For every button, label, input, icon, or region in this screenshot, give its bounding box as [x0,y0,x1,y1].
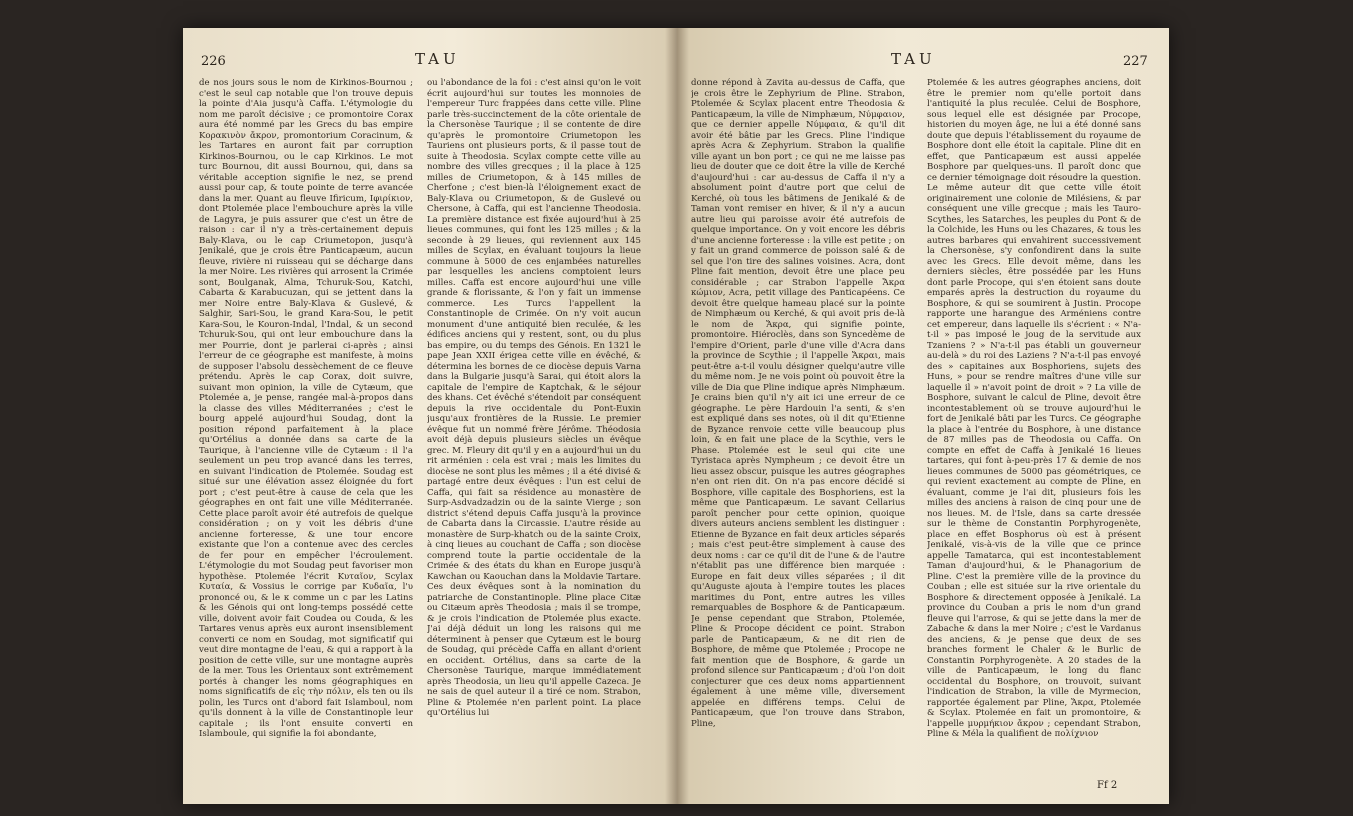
left-page [183,28,675,804]
text-column: donne répond à Zavita au-dessus de Caffa, que je crois être le Zephyrium de Pline. Strabon, Ptolemée & Scylax placent entre Theodosia & Panticapæum, la ville de Nimphæum, Νύμφαιον, que ce dernier appelle Νύμφαια, & qu'il dit avoir été bâtie par les Grecs. Pline l'indique après Acra & Zephyrium. Strabon la qualifie ville ayant un bon port ; ce qui ne me laisse pas lieu de douter que ce doit être la ville de Kerché d'aujourd'hui : car au-dessus de Caffa il n'y a absolument point d'autre port que celui de Kerché, où tous les bâtimens de Jenikalé & de Taman vont remiser en hiver, & il n'y a aucun autre lieu qui paroisse avoir été autrefois de quelque importance. On y voit encore les débris d'une ancienne forteresse : la ville est petite ; on y fait un grand commerce de poisson salé & de sel que l'on tire des salines voisines. Acra, dont Pline fait mention, devoit être une place peu considérable ; car Strabon l'appelle Ἄκρα κώμιον, Acra, petit village des Panticapéens. Ce devoit être quelque hameau placé sur la pointe de Nimphæum ou Kerché, & qui avoit pris de-là le nom de Ἄκρα, qui signifie pointe, promontoire. Hiéroclès, dans son Syncedème de l'empire d'Orient, parle d'une ville d'Acra dans la province de Scythie ; il l'appelle Ἄκραι, mais peut-être a-t-il voulu désigner quelqu'autre ville du même nom. Je ne vois point où pouvoit être la ville de Dia que Pline indique après Nimphæum. Je crains bien qu'il n'y ait ici une erreur de ce géographe. Le père Hardouin l'a senti, & s'en est expliqué dans ses notes, où il dit qu'Etienne de Byzance renvoie cette ville beaucoup plus loin, & en fait une place de la Scythie, vers le Phase. Ptolemée est le seul qui cite une Tyristaca après Nympheum ; ce devoit être un lieu assez obscur, puisque les autres géographes n'en ont rien dit. On n'a pas encore décidé si Bosphore, ville capitale des Bosphoriens, est la même que Panticapæum. Le savant Cellarius paroît pencher pour cette opinion, quoique divers auteurs anciens semblent les distinguer : Etienne de Byzance en fait deux articles séparés ; mais c'est peut-être simplement à cause des deux noms : car ce qu'il dit de l'une & de l'autre n'établit pas une différence bien marquée : Europe en fait deux villes séparées ; il dit qu'Auguste ajouta à l'empire toutes les places maritimes du Pont, entre autres les villes remarquables de Bosphore & de Panticapæum. Je pense cependant que Strabon, Ptolemée, Pline & Procope décident ce point. Strabon parle de Panticapæum, & ne dit rien de Bosphore, de même que Ptolemée ; Procope ne fait mention que de Bosphore, & garde un profond silence sur Panticapæum ; d'où l'on doit conjecturer que ces deux noms appartiennent également à une même ville, diversement appelée en différens temps. Celui de Panticapæum, que l'on trouve dans Strabon, Pline, [691,78,905,729]
running-head: TAU [415,50,460,68]
page-number: 227 [1123,54,1148,69]
gutter-shadow [665,28,689,804]
text-column: de nos jours sous le nom de Kirkinos-Bournou ; c'est le seul cap notable que l'on trouve depuis la pointe d'Aia jusqu'à Caffa. L'étymologie du nom me paroît décisive ; ce promontoire Corax aura été nommé par les Grecs du bas empire Κορακινὸν ἄκρον, promontorium Coracinum, & les Tartares en auront fait par corruption Kirkinos-Bournou, ou le cap Kirkinos. Le mot turc Bournou, dit aussi Bournou, qui, dans sa véritable acception signifie le nez, se prend aussi pour cap, & toute pointe de terre avancée dans la mer. Quant au fleuve Ifiricum, Ιφιρίκιον, dont Ptolemée place l'embouchure après la ville de Lagyra, je puis assurer que c'est un être de raison : car il n'y a très-certainement depuis Baly-Klava, ou le cap Criumetopon, jusqu'à Jenikalé, que je crois être Panticapæum, aucun fleuve, rivière ni ruisseau qui se décharge dans la mer Noire. Les rivières qui arrosent la Crimée sont, Boulganak, Alma, Tchuruk-Sou, Katchi, Cabarta & Karabucuzan, qui se jettent dans la mer Noire entre Baly-Klava & Guslevé, & Salghir, Sari-Sou, le grand Kara-Sou, le petit Kara-Sou, le Kouron-Indal, l'Indal, & un second Tchuruk-Sou, qui ont leur embouchure dans la mer Pourrie, dont je parlerai ci-après ; ainsi l'erreur de ce géographe est manifeste, à moins de supposer l'absolu dessèchement de ce fleuve prétendu. Après le cap Corax, doit suivre, suivant mon opinion, la ville de Cytæum, que Ptolemée a, je pense, rangée mal-à-propos dans la classe des villes Méditerranées ; c'est le bourg appelé aujourd'hui Soudag, dont la position répond parfaitement à la place qu'Ortélius a donnée dans sa carte de la Taurique, à l'ancienne ville de Cytæum : il l'a seulement un peu trop avancé dans les terres, en suivant l'indication de Ptolemée. Soudag est situé sur une élévation assez éloignée du fort port ; c'est peut-être à cause de cela que les géographes en ont fait une ville Méditerranée. Cette place paroît avoir été autrefois de quelque considération ; on y voit les débris d'une ancienne forteresse, & une tour encore existante que l'on a contenue avec des cercles de fer pour en empêcher l'écroulement. L'étymologie du mot Soudag peut favoriser mon hypothèse. Ptolemée l'écrit Κυταῖον, Scylax Κυταία, & Vossius le corrige par Κυδαῖα, l'υ prononcé ou, & le κ comme un c par les Latins & les Génois qui ont long-temps possédé cette ville, doivent avoir fait Coudea ou Couda, & les Tartares venus après eux auront insensiblement converti ce nom en Soudag, mot significatif qui veut dire montagne de l'eau, & qui a rapport à la position de cette ville, sur une montagne auprès de la mer. Tous les Orientaux sont extrêmement portés à changer les noms géographiques en noms significatifs de εἰς τὴν πόλιν, els ten ou ils polin, les Turcs ont d'abord fait Islamboul, nom qu'ils donnent à la ville de Constantinople leur capitale ; ils l'ont ensuite converti en Islamboule, qui signifie la foi abondante, [199,78,413,739]
page-number: 226 [201,54,226,69]
right-page [677,28,1169,804]
running-head: TAU [891,50,936,68]
signature-mark: Ff 2 [1097,780,1118,791]
text-column: ou l'abondance de la foi : c'est ainsi qu'on le voit écrit aujourd'hui sur toutes les monnoies de l'empereur Turc frappées dans cette ville. Pline parle très-succinctement de la côte orientale de la Chersonèse Taurique ; il se contente de dire qu'après le promontoire Criumetopon les Tauriens ont plusieurs ports, & il passe tout de suite à Theodosia. Scylax compte cette ville au nombre des villes grecques ; il la place à 125 milles de Criumetopon, & à 145 milles de Cherfone ; c'est bien-là l'éloignement exact de Baly-Klava ou Criumetopon, & de Guslevé ou Chersone, à Caffa, qui est l'ancienne Theodosia. La première distance est fixée aujourd'hui à 25 lieues communes, qui font les 125 milles ; & la seconde à 29 lieues, qui reviennent aux 145 milles de Scylax, en évaluant toujours la lieue commune à 5000 de ces enjambées naturelles par lesquelles les anciens comptoient leurs milles. Caffa est encore aujourd'hui une ville grande & florissante, & l'on y fait un immense commerce. Les Turcs l'appellent la Constantinople de Crimée. On n'y voit aucun monument d'une antiquité bien reculée, & les édifices anciens qui y restent, sont, ou du plus bas empire, ou du temps des Génois. En 1321 le pape Jean XXII érigea cette ville en évêché, & détermina les bornes de ce diocèse depuis Varna dans la Bulgarie jusqu'à Sarai, qui étoit alors la capitale de l'empire de Kaptchak, & le séjour des khans. Cet évêché s'étendoit par conséquent depuis la rive occidentale du Pont-Euxin jusqu'aux frontières de la Russie. Le premier évêque fut un nommé frère Jérôme. Théodosia avoit déjà depuis plusieurs siècles un évêque grec. M. Fleury dit qu'il y en a aujourd'hui un du rit arménien : cela est vrai ; mais les limites du diocèse ne sont plus les mêmes ; il a été divisé & partagé entre deux évêques : l'un est celui de Caffa, qui fait sa résidence au monastère de Surp-Asdvadzadzin ou de la sainte Vierge ; son district s'étend depuis Caffa jusqu'à la province de Cabarta dans la Circassie. L'autre réside au monastère de Surp-khatch ou de la sainte Croix, à cinq lieues au couchant de Caffa ; son diocèse comprend toute la partie occidentale de la Crimée & des états du khan en Europe jusqu'à Kawchan ou Kaouchan dans la Moldavie Tartare. Ces deux évêques sont à la nomination du patriarche de Constantinople. Pline place Citæ ou Citæum après Theodosia ; mais il se trompe, & je crois l'indication de Ptolemée plus exacte. J'ai déjà déduit un long les raisons qui me déterminent à penser que Cytæum est le bourg de Soudag, qui précède Caffa en allant d'orient en occident. Ortélius, dans sa carte de la Chersonèse Taurique, marque immédiatement après Theodosia, un lieu qu'il appelle Cazeca. Je ne sais de quel auteur il a tiré ce nom. Strabon, Pline & Ptolemée n'en parlent point. La place qu'Ortélius lui [427,78,641,718]
text-column: Ptolemée & les autres géographes anciens, doit être le premier nom qu'elle portoit dans l'antiquité la plus reculée. Celui de Bosphore, sous lequel elle est désignée par Procope, historien du moyen âge, ne lui a été donné sans doute que depuis l'établissement du royaume de Bosphore dont elle étoit la capitale. Pline dit en effet, que Panticapæum est aussi appelée Bosphore par quelques-uns. Il paroît donc que ce dernier témoignage doit résoudre la question. Le même auteur dit que cette ville étoit originairement une colonie de Milésiens, & par conséquent une ville grecque ; mais les Tauro-Scythes, les Satarches, les peuples du Pont & de la Colchide, les Huns ou les Chazares, & tous les autres barbares qui envahirent successivement la Chersonèse, s'y confondirent dans la suite avec les Grecs. Elle devoit même, dans les derniers siècles, être possédée par les Huns dont parle Procope, qui s'en étoient sans doute emparés après la destruction du royaume du Bosphore, & qui se soumirent à Justin. Procope rapporte une harangue des Arméniens contre cet empereur, dans laquelle ils s'écrient : « N'a-t-il » pas imposé le joug de la servitude aux Tzaniens ? » N'a-t-il pas établi un gouverneur au-delà » du roi des Laziens ? N'a-t-il pas envoyé des » capitaines aux Bosphoriens, sujets des Huns, » pour se rendre maîtres d'une ville sur laquelle il » n'avoit point de droit » ? La ville de Bosphore, suivant le calcul de Pline, devoit être incontestablement où se trouve aujourd'hui le fort de Jenikalé bâti par les Turcs. Ce géographe la place à l'entrée du Bosphore, à une distance de 87 milles pas de Theodosia ou Caffa. On compte en effet de Caffa à Jenikalé 16 lieues tartares, qui font à-peu-près 17 & demie de nos lieues communes de 5000 pas géométriques, ce qui revient exactement au compte de Pline, en évaluant, comme je l'ai dit, plusieurs fois les milles des anciens à raison de cinq pour une de nos lieues. M. de l'Isle, dans sa carte dressée sur le thème de Constantin Porphyrogenète, place en effet Bosphorus où est à présent Jenikalé, vis-à-vis de la ville que ce prince appelle Tamatarca, qui est incontestablement Taman d'aujourd'hui, & le Phanagorium de Pline. C'est la première ville de la province du Couban ; elle est située sur la rive orientale du Bosphore & directement opposée à Jenikalé. La province du Couban a pris le nom d'un grand fleuve qui l'arrose, & qui se jette dans la mer de Zabache & dans la mer Noire ; c'est le Vardanus des anciens, & je pense que deux de ses branches forment le Chaler & le Burlic de Constantin Porphyrogenète. A 20 stades de la ville de Panticapæum, le long du flanc occidental du Bosphore, on trouvoit, suivant l'indication de Strabon, la ville de Myrmecion, rapportée également par Pline, Ἄκρα, Ptolemée & Scylax. Ptolemée en fait un promontoire, & l'appelle μυρμήκιον ἄκρον ; cependant Strabon, Pline & Méla la qualifient de πολίχνιον [927,78,1141,739]
open-book [183,28,1169,804]
